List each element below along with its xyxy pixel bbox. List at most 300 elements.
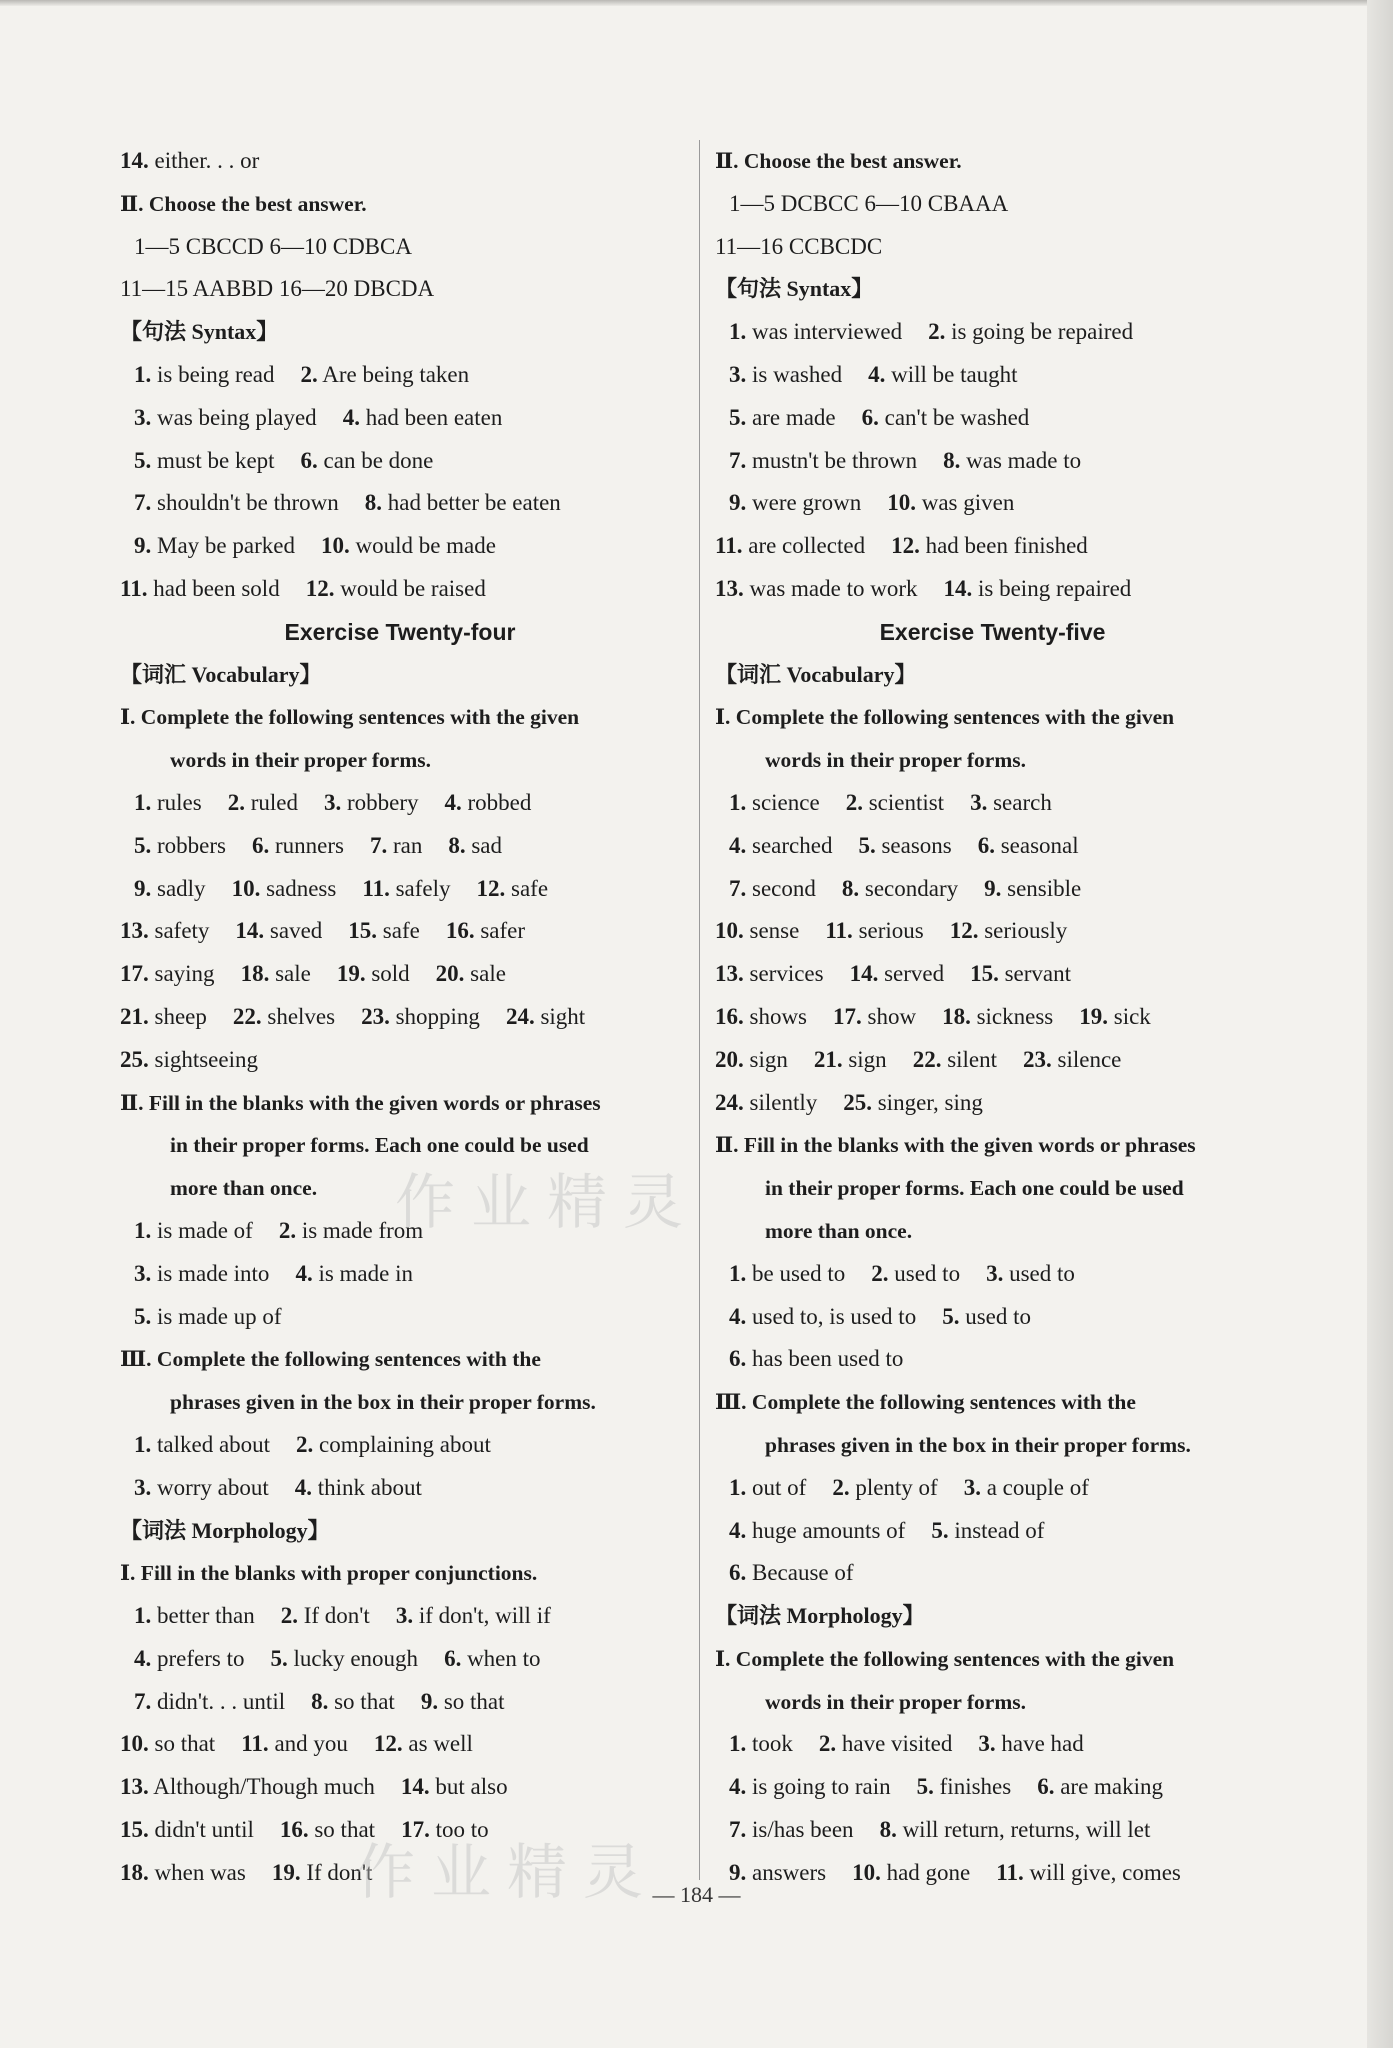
exercise-title: Exercise Twenty-five: [879, 618, 1106, 645]
answer-text: runners: [274, 832, 344, 858]
answer-text: mustn't be thrown: [752, 447, 918, 473]
answer-item: [850, 953, 945, 996]
answer-text: search: [993, 789, 1052, 815]
question-heading: Ⅱ. Fill in the blanks with the given words or phrases: [715, 1133, 1196, 1158]
answer-item: [729, 1338, 903, 1381]
answer-text: Are being taken: [322, 361, 470, 387]
answer-number: 7.: [134, 490, 152, 516]
left-column: [120, 140, 680, 1895]
answer-text: shouldn't be thrown: [157, 490, 339, 516]
answer-item: [396, 1595, 551, 1638]
answer-item: [1023, 1039, 1121, 1082]
answer-number: 8.: [448, 832, 466, 858]
answer-text: shelves: [267, 1003, 336, 1029]
answer-number: 1.: [729, 1474, 747, 1500]
answer-line: [715, 1338, 1270, 1381]
answer-item: [880, 1809, 1151, 1852]
answer-item: [978, 825, 1079, 868]
answer-number: 1.: [729, 789, 747, 815]
section-heading: 【词法 Morphology】: [715, 1603, 925, 1629]
answer-item: [134, 1253, 269, 1296]
answer-number: 7.: [369, 832, 388, 858]
answer-number: 17.: [120, 961, 149, 987]
answer-item: [825, 910, 923, 953]
answer-text: shows: [749, 1003, 808, 1029]
answer-text: sightseeing: [154, 1046, 258, 1072]
answer-item: [134, 482, 339, 525]
answer-number: 5.: [270, 1645, 288, 1671]
answer-line: [715, 525, 1270, 568]
answer-number: 7.: [729, 875, 747, 901]
answer-number: 18.: [240, 961, 270, 987]
answer-item: [120, 1723, 215, 1766]
answer-number: 6.: [861, 404, 879, 430]
answer-number: 19.: [271, 1859, 301, 1885]
answer-text: is being repaired: [978, 575, 1132, 601]
answer-number: 16.: [445, 918, 475, 944]
answer-number: 6.: [729, 1560, 747, 1586]
answer-line: [715, 1510, 1270, 1553]
answer-text: sheep: [154, 1003, 207, 1029]
answer-text: was being played: [157, 404, 317, 430]
answer-item: [729, 782, 820, 825]
answer-number: 7.: [729, 1817, 747, 1843]
answer-number: 9.: [729, 1859, 747, 1885]
answer-number: 9.: [729, 490, 747, 516]
answer-item: [324, 782, 419, 825]
answer-item: [928, 311, 1133, 354]
answer-item: [970, 953, 1071, 996]
answer-text: rules: [157, 789, 202, 815]
answer-item: [235, 910, 322, 953]
answer-item: [134, 868, 206, 911]
answer-number: 12.: [476, 875, 506, 901]
answer-number: 4.: [729, 1303, 747, 1329]
answer-text: safety: [154, 918, 210, 944]
answer-number: 2.: [278, 1217, 297, 1243]
answer-item: [729, 354, 842, 397]
answer-text: safe: [382, 918, 420, 944]
answer-line: [715, 1253, 1270, 1296]
answer-line: [715, 1039, 1270, 1082]
answer-text: services: [749, 961, 824, 987]
answer-text: ran: [392, 832, 423, 858]
answer-text: If don't: [303, 1603, 370, 1629]
answer-key-line: 11—15 AABBD 16—20 DBCDA: [120, 276, 435, 302]
answer-number: 14.: [120, 148, 149, 173]
answer-item: [819, 1723, 953, 1766]
answer-item: [715, 1039, 788, 1082]
answer-text: if don't, will if: [418, 1603, 551, 1629]
answer-item: [401, 1766, 508, 1809]
answer-text: sight: [540, 1003, 586, 1029]
answer-line: [120, 1638, 680, 1681]
answer-item: [444, 1638, 540, 1681]
answer-text: better than: [157, 1603, 255, 1629]
answer-number: 23.: [1023, 1046, 1052, 1072]
answer-item: [134, 1681, 285, 1724]
answer-number: 25.: [120, 1046, 149, 1072]
answer-line: [120, 397, 680, 440]
answer-text: is/has been: [752, 1817, 854, 1843]
answer-text: sad: [471, 832, 503, 858]
answer-item: [506, 996, 585, 1039]
answer-number: 1.: [134, 361, 152, 387]
answer-text: shopping: [395, 1003, 480, 1029]
answer-number: 1.: [729, 1731, 747, 1757]
answer-text: too to: [435, 1817, 489, 1843]
answer-number: 3.: [986, 1260, 1004, 1286]
answer-number: 14.: [400, 1774, 430, 1800]
answer-item: [401, 1809, 489, 1852]
answer-text: is made into: [157, 1260, 270, 1286]
answer-text: sickness: [976, 1003, 1054, 1029]
answer-item: [887, 482, 1014, 525]
answer-number: 15.: [120, 1817, 149, 1843]
answer-number: 9.: [984, 875, 1002, 901]
page-binding-edge: [1367, 0, 1393, 2048]
answer-text: searched: [752, 832, 833, 858]
question-heading-cont: phrases given in the box in their proper forms.: [170, 1390, 596, 1415]
answer-item: [295, 1467, 422, 1510]
answer-text: science: [752, 789, 820, 815]
answer-item: [134, 825, 226, 868]
answer-number: 15.: [348, 918, 378, 944]
answer-text: and you: [274, 1731, 348, 1757]
answer-text: servant: [1004, 961, 1072, 987]
answer-text: sadly: [157, 875, 206, 901]
answer-number: 1.: [729, 1260, 747, 1286]
answer-item: [862, 397, 1030, 440]
answer-text: had been sold: [153, 575, 280, 601]
answer-line: [120, 868, 680, 911]
answer-text: be used to: [752, 1260, 846, 1286]
answer-number: 3.: [395, 1603, 414, 1629]
answer-number: 2.: [296, 1431, 314, 1457]
answer-text: safe: [511, 875, 549, 901]
answer-text: show: [867, 1003, 917, 1029]
answer-item: [729, 1552, 854, 1595]
answer-item: [279, 1210, 423, 1253]
answer-line: [715, 1082, 1270, 1125]
answer-text: so that: [314, 1817, 376, 1843]
answer-number: 11.: [996, 1859, 1024, 1885]
answer-number: 3.: [978, 1731, 996, 1757]
answer-item: [917, 1766, 1012, 1809]
answer-number: 21.: [120, 1003, 149, 1029]
answer-item: [970, 782, 1052, 825]
answer-text: saying: [154, 961, 215, 987]
answer-number: 12.: [891, 533, 920, 559]
answer-item: [370, 825, 422, 868]
answer-text: will give, comes: [1029, 1859, 1181, 1885]
question-heading: Ⅱ. Choose the best answer.: [715, 149, 962, 173]
answer-number: 20.: [715, 1046, 744, 1072]
answer-text: singer, sing: [877, 1089, 983, 1115]
answer-text: so that: [443, 1688, 505, 1714]
answer-text: talked about: [157, 1431, 271, 1457]
answer-number: 21.: [813, 1046, 843, 1072]
answer-text: will be taught: [891, 361, 1018, 387]
answer-item: [978, 1723, 1083, 1766]
answer-line: [120, 140, 680, 183]
answer-number: 13.: [120, 1774, 149, 1800]
answer-text: are made: [752, 404, 836, 430]
section-heading: 【句法 Syntax】: [715, 276, 874, 302]
answer-line: [715, 953, 1270, 996]
answer-text: sale: [275, 961, 311, 987]
answer-item: [120, 953, 215, 996]
question-heading: Ⅰ. Complete the following sentences with the given: [715, 1646, 1175, 1671]
answer-item: [337, 953, 410, 996]
answer-item: [1079, 996, 1151, 1039]
answer-text: sign: [749, 1046, 788, 1072]
answer-text: second: [752, 875, 816, 901]
answer-number: 22.: [912, 1046, 942, 1072]
answer-item: [729, 1809, 854, 1852]
answer-number: 18.: [942, 1003, 971, 1029]
answer-line: [120, 1681, 680, 1724]
answer-number: 5.: [729, 404, 747, 430]
answer-number: 3.: [134, 1474, 152, 1500]
answer-line: [715, 440, 1270, 483]
answer-item: [729, 1510, 905, 1553]
answer-item: [814, 1039, 887, 1082]
question-heading-cont: words in their proper forms.: [765, 748, 1026, 773]
answer-line: [120, 1809, 680, 1852]
answer-item: [134, 1296, 282, 1339]
answer-item: [120, 140, 259, 183]
answer-number: 14.: [943, 575, 973, 601]
answer-text: is being read: [157, 361, 275, 387]
answer-text: answers: [752, 1859, 827, 1885]
answer-item: [477, 868, 549, 911]
answer-text: serious: [858, 918, 924, 944]
answer-text: sadness: [266, 875, 337, 901]
question-heading: Ⅲ. Complete the following sentences with the: [715, 1390, 1136, 1415]
answer-item: [241, 1723, 348, 1766]
answer-text: used to, is used to: [752, 1303, 917, 1329]
answer-text: a couple of: [986, 1474, 1089, 1500]
answer-item: [311, 1681, 395, 1724]
answer-item: [280, 1809, 375, 1852]
answer-item: [891, 525, 1088, 568]
answer-line: [120, 953, 680, 996]
answer-number: 5.: [916, 1774, 934, 1800]
answer-item: [421, 1681, 505, 1724]
answer-number: 10.: [231, 875, 261, 901]
answer-text: plenty of: [855, 1474, 938, 1500]
answer-item: [134, 1210, 253, 1253]
answer-number: 18.: [120, 1859, 149, 1885]
answer-text: sold: [371, 961, 410, 987]
answer-number: 5.: [134, 1303, 152, 1329]
answer-text: are making: [1060, 1774, 1164, 1800]
answer-item: [1037, 1766, 1163, 1809]
answer-line: [715, 568, 1270, 611]
answer-text: served: [884, 961, 945, 987]
question-heading-cont: phrases given in the box in their proper forms.: [765, 1432, 1191, 1457]
column-divider: [699, 140, 700, 1880]
answer-line: [715, 910, 1270, 953]
answer-number: 24.: [505, 1003, 535, 1029]
answer-text: safer: [480, 918, 526, 944]
answer-item: [715, 996, 807, 1039]
answer-number: 10.: [320, 533, 350, 559]
answer-line: [715, 996, 1270, 1039]
answer-item: [232, 868, 337, 911]
answer-number: 12.: [949, 918, 979, 944]
answer-text: If don't: [306, 1859, 373, 1885]
answer-item: [843, 1082, 983, 1125]
answer-text: used to: [894, 1260, 961, 1286]
answer-text: can be done: [323, 447, 434, 473]
answer-number: 2.: [280, 1603, 298, 1629]
answer-item: [868, 354, 1017, 397]
answer-number: 10.: [120, 1731, 149, 1757]
answer-number: 4.: [294, 1474, 313, 1500]
answer-line: [715, 1296, 1270, 1339]
section-heading: 【词法 Morphology】: [120, 1517, 330, 1543]
answer-text: is going to rain: [752, 1774, 891, 1800]
answer-text: must be kept: [157, 447, 275, 473]
answer-number: 4.: [295, 1260, 313, 1286]
answer-number: 12.: [305, 575, 335, 601]
answer-text: used to: [965, 1303, 1032, 1329]
answer-item: [729, 1253, 845, 1296]
answer-number: 25.: [843, 1089, 872, 1115]
answer-text: seriously: [984, 918, 1068, 944]
answer-text: have had: [1001, 1731, 1084, 1757]
answer-text: Because of: [752, 1560, 854, 1586]
answer-number: 6.: [444, 1645, 462, 1671]
answer-item: [343, 397, 503, 440]
answer-text: can't be washed: [884, 404, 1030, 430]
section-heading: 【词汇 Vocabulary】: [120, 661, 322, 687]
answer-number: 19.: [336, 961, 366, 987]
answer-item: [281, 1595, 370, 1638]
answer-text: robbed: [467, 789, 532, 815]
answer-number: 2.: [227, 789, 245, 815]
answer-number: 1.: [134, 1603, 152, 1629]
watermark: 作业精灵: [355, 1838, 659, 1908]
answer-text: was given: [921, 490, 1015, 516]
answer-text: ruled: [250, 789, 298, 815]
answer-number: 23.: [361, 1003, 390, 1029]
answer-number: 9.: [134, 533, 152, 559]
answer-text: has been used to: [752, 1346, 904, 1372]
answer-item: [134, 1424, 270, 1467]
question-heading-cont: words in their proper forms.: [170, 748, 431, 773]
answer-line: [715, 1723, 1270, 1766]
answer-line: [715, 782, 1270, 825]
answer-item: [729, 825, 832, 868]
answer-item: [252, 825, 344, 868]
answer-item: [362, 868, 450, 911]
answer-line: [715, 397, 1270, 440]
answer-line: [715, 1552, 1270, 1595]
answer-text: May be parked: [157, 533, 295, 559]
answer-number: 14.: [849, 961, 879, 987]
answer-line: [120, 354, 680, 397]
answer-item: [134, 1467, 269, 1510]
answer-number: 3.: [970, 789, 988, 815]
answer-line: [120, 482, 680, 525]
answer-item: [120, 1039, 258, 1082]
answer-number: 14.: [235, 918, 265, 944]
answer-item: [715, 1082, 817, 1125]
answer-item: [120, 1809, 254, 1852]
answer-item: [729, 397, 836, 440]
exercise-title: Exercise Twenty-four: [284, 618, 516, 645]
answer-number: 6.: [251, 832, 270, 858]
answer-item: [321, 525, 496, 568]
answer-text: when was: [154, 1859, 246, 1885]
answer-item: [134, 782, 202, 825]
answer-number: 22.: [232, 1003, 262, 1029]
answer-item: [301, 440, 434, 483]
answer-number: 4.: [729, 832, 747, 858]
question-heading-cont: in their proper forms. Each one could be used: [170, 1133, 589, 1158]
question-heading: Ⅱ. Choose the best answer.: [120, 191, 367, 216]
answer-text: sensible: [1007, 875, 1082, 901]
answer-number: 1.: [134, 1217, 152, 1243]
answer-number: 8.: [943, 447, 961, 473]
answer-item: [942, 1296, 1031, 1339]
answer-number: 2.: [845, 789, 863, 815]
answer-number: 11.: [120, 575, 148, 601]
answer-line: [120, 1253, 680, 1296]
answer-number: 11.: [715, 533, 743, 559]
answer-text: was made to: [966, 447, 1082, 473]
answer-text: had better be eaten: [387, 490, 561, 516]
answer-line: [715, 482, 1270, 525]
answer-text: but also: [435, 1774, 508, 1800]
answer-line: [715, 354, 1270, 397]
answer-item: [715, 525, 865, 568]
answer-number: 6.: [300, 447, 318, 473]
answer-text: was made to work: [749, 575, 918, 601]
answer-text: saved: [269, 918, 323, 944]
answer-item: [348, 910, 420, 953]
answer-number: 5.: [858, 832, 876, 858]
answer-item: [448, 825, 502, 868]
answer-number: 11.: [241, 1731, 269, 1757]
answer-number: 15.: [970, 961, 999, 987]
answer-item: [134, 440, 275, 483]
answer-number: 7.: [729, 447, 747, 473]
answer-text: seasonal: [1000, 832, 1079, 858]
answer-text: complaining about: [319, 1431, 491, 1457]
answer-number: 9.: [134, 875, 152, 901]
answer-text: would be raised: [340, 575, 486, 601]
answer-item: [729, 1467, 806, 1510]
answer-item: [986, 1253, 1075, 1296]
answer-number: 5.: [942, 1303, 960, 1329]
answer-number: 8.: [311, 1688, 329, 1714]
answer-number: 24.: [715, 1089, 744, 1115]
answer-text: used to: [1009, 1260, 1075, 1286]
answer-text: huge amounts of: [752, 1517, 906, 1543]
answer-text: took: [752, 1731, 793, 1757]
answer-line: [120, 1723, 680, 1766]
answer-number: 9.: [420, 1688, 439, 1714]
answer-number: 4.: [342, 404, 360, 430]
answer-number: 6.: [729, 1346, 747, 1372]
question-heading-cont: in their proper forms. Each one could be used: [765, 1176, 1184, 1201]
answer-line: [120, 1595, 680, 1638]
question-heading: Ⅰ. Complete the following sentences with the given: [120, 705, 580, 730]
